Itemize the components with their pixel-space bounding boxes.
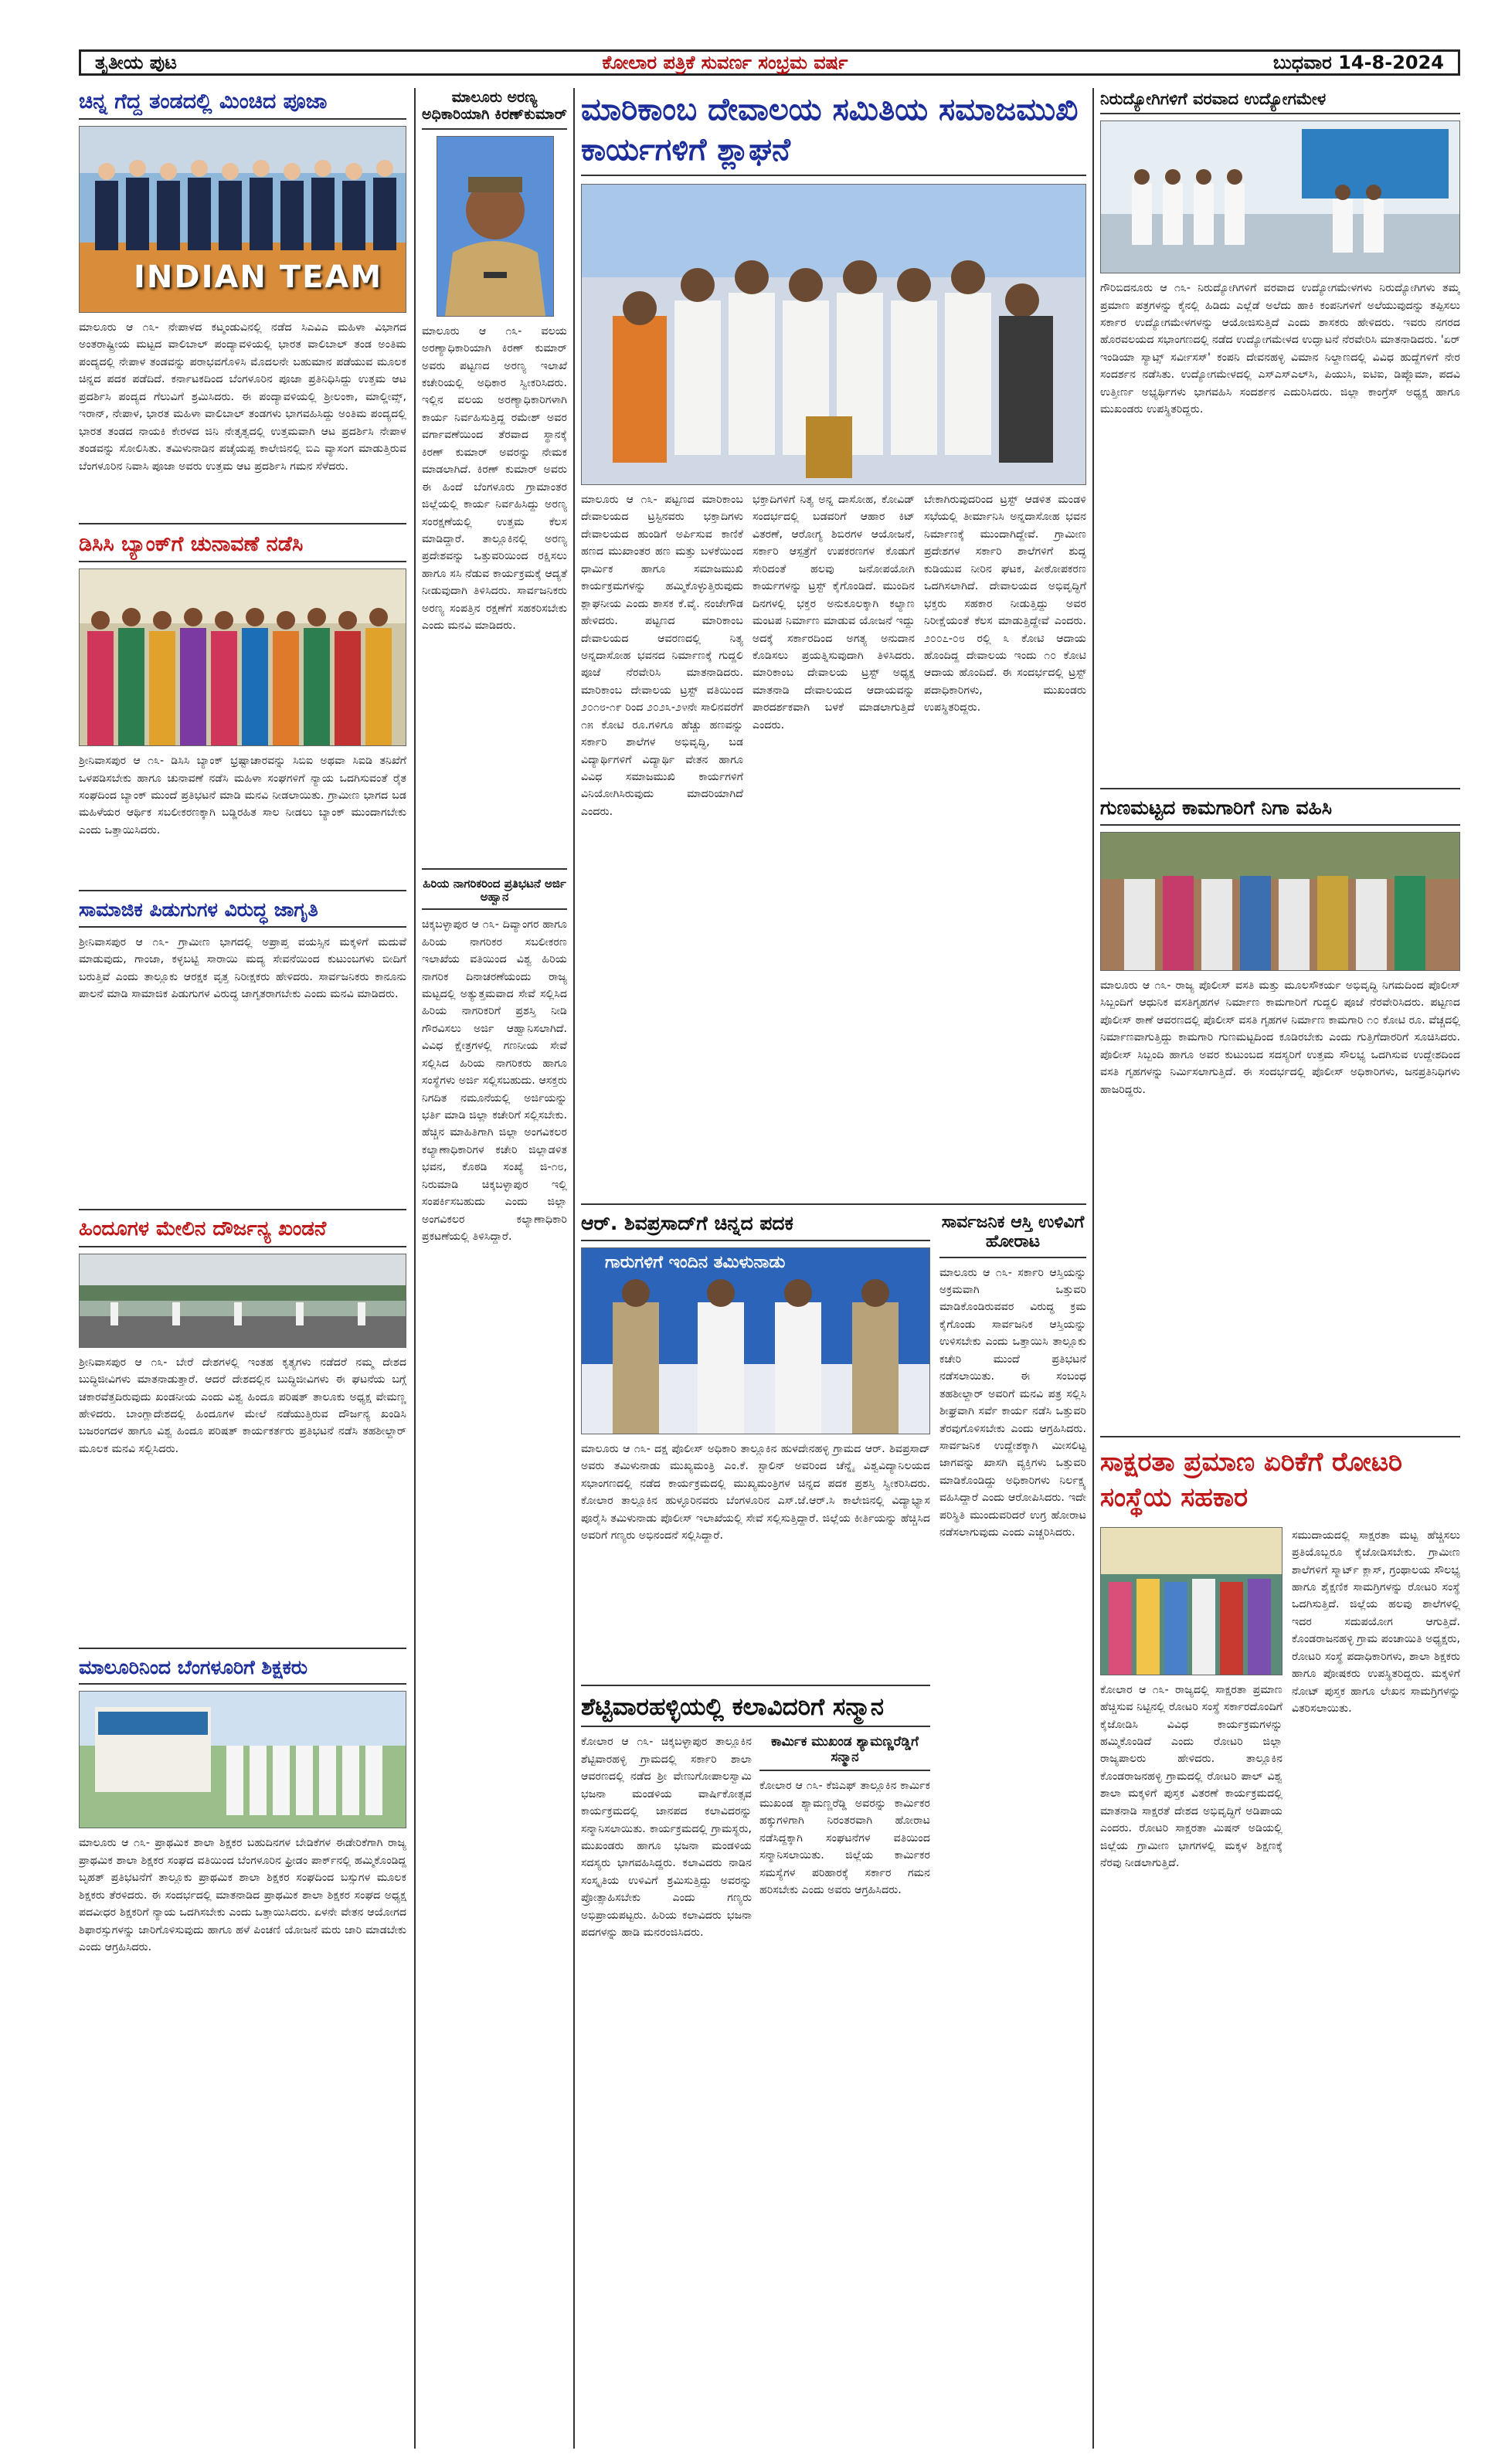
photo-job-fair [1100, 120, 1460, 273]
lead-story-columns [581, 491, 1086, 1199]
award-photo-image [582, 1248, 930, 1434]
photo-volleyball-team [79, 126, 406, 313]
headline-volleyball: ಚಿನ್ನ ಗೆದ್ದ ತಂಡದಲ್ಲಿ ಮಿಂಚಿದ ಪೂಜಾ [79, 88, 406, 120]
teachers-group-image [80, 1692, 406, 1828]
article-body-shivaprasad: ಮಾಲೂರು ಆ ೧೩- ದಕ್ಷ ಪೊಲೀಸ್ ಅಧಿಕಾರಿ ತಾಲ್ಲೂಕಿನ ಹುಳದೇನಹಳ್ಳಿ ಗ್ರಾಮದ ಆರ್. ಶಿವಪ್ರಸಾದ್ ಅವರು ತಮಿಳುನಾಡು ಮುಖ್ಯಮಂತ್ರಿ ಎಂ.ಕೆ. ಸ್ಟಾಲಿನ್ ಅವರಿಂದ ಚೆನ್ನೈ ವಿಶ್ವವಿದ್ಯಾನಿಲಯದ ಸಭಾಂಗಣದಲ್ಲಿ ನಡೆದ ಕಾರ್ಯಕ್ರಮದಲ್ಲಿ ಮುಖ್ಯಮಂತ್ರಿಗಳ ಚಿನ್ನದ ಪದಕ ಪ್ರಶಸ್ತಿ ಸ್ವೀಕರಿಸಿದರು. ಕೋಲಾರ ತಾಲ್ಲೂಕಿನ ಹುಳ್ಳೂರಿನವರು ಬೆಂಗಳೂರಿನ ಎಸ್.ಜೆ.ಆರ್.ಸಿ ಕಾಲೇಜಿನಲ್ಲಿ ವಿದ್ಯಾಭ್ಯಾಸ ಪೂರೈಸಿ ತಮಿಳುನಾಡು ಪೊಲೀಸ್ ಇಲಾಖೆಯಲ್ಲಿ ಸೇವೆ ಸಲ್ಲಿಸುತ್ತಿದ್ದಾರೆ. ಜಿಲ್ಲೆಯ ಕೀರ್ತಿಯನ್ನು ಹೆಚ್ಚಿಸಿದ ಅವರಿಗೆ ಗಣ್ಯರು ಅಭಿನಂದನೆ ಸಲ್ಲಿಸಿದ್ದಾರೆ. [581, 1442, 930, 1542]
headline-rotary-literacy: ಸಾಕ್ಷರತಾ ಪ್ರಮಾಣ ಏರಿಕೆಗೆ ರೋಟರಿ ಸಂಸ್ಥೆಯ ಸಹಕಾರ [1100, 1446, 1403, 1513]
article-body-hindu-atrocity: ಶ್ರೀನಿವಾಸಪುರ ಆ ೧೩- ಬೇರೆ ದೇಶಗಳಲ್ಲಿ ಇಂತಹ ಕೃತ್ಯಗಳು ನಡೆದರೆ ನಮ್ಮ ದೇಶದ ಬುದ್ಧಿಜೀವಿಗಳು ಮಾತನಾಡುತ್ತಾರೆ. ಆದರೆ ದೇಶದಲ್ಲಿನ ಬುದ್ಧಿಜೀವಿಗಳು ಈ ಘಟನೆಯ ಬಗ್ಗೆ ಚಕಾರವೆತ್ತದಿರುವುದು ಖಂಡನೀಯ ಎಂದು ವಿಶ್ವ ಹಿಂದೂ ಪರಿಷತ್ ತಾಲೂಕು ಅಧ್ಯಕ್ಷ ವೇಮಣ್ಣ ಹೇಳಿದರು. ಬಾಂಗ್ಲಾದೇಶದಲ್ಲಿ ಹಿಂದೂಗಳ ಮೇಲೆ ನಡೆಯುತ್ತಿರುವ ದೌರ್ಜನ್ಯ ಖಂಡಿಸಿ ಬಜರಂಗದಳ ಹಾಗೂ ವಿಶ್ವ ಹಿಂದೂ ಪರಿಷತ್ ಕಾರ್ಯಕರ್ತರು ಪ್ರತಿಭಟನೆ ನಡೆಸಿ ತಹಶೀಲ್ದಾರ್ ಮೂಲಕ ಮನವಿ ಸಲ್ಲಿಸಿದರು. [79, 1356, 406, 1455]
photo-teachers-bus [79, 1691, 406, 1828]
photo-forest-officer [437, 136, 554, 317]
column-rule [1092, 88, 1094, 2449]
article-divider [1100, 788, 1460, 789]
headline-quality-works: ಗುಣಮಟ್ಟದ ಕಾಮಗಾರಿಗೆ ನಿಗಾ ವಹಿಸಿ [1100, 796, 1460, 826]
headline-shivaprasad-medal: ಆರ್. ಶಿವಪ್ರಸಾದ್‌ಗೆ ಚಿನ್ನದ ಪದಕ [581, 1211, 930, 1241]
article-body-rotary-part1: ಕೋಲಾರ ಆ ೧೩- ರಾಜ್ಯದಲ್ಲಿ ಸಾಕ್ಷರತಾ ಪ್ರಮಾಣ ಹೆಚ್ಚಿಸುವ ನಿಟ್ಟಿನಲ್ಲಿ ರೋಟರಿ ಸಂಸ್ಥೆ ಸರ್ಕಾರದೊಂದಿಗೆ ಕೈಜೋಡಿಸಿ ವಿವಿಧ ಕಾರ್ಯಕ್ರಮಗಳನ್ನು ಹಮ್ಮಿಕೊಂಡಿದೆ ಎಂದು ರೋಟರಿ ಜಿಲ್ಲಾ ರಾಜ್ಯಪಾಲರು ಹೇಳಿದರು. ತಾಲ್ಲೂಕಿನ ಕೊಂಡರಾಜನಹಳ್ಳಿ ಗ್ರಾಮದಲ್ಲಿ ರೋಟರಿ ಪಾಲ್ ವಿಶ್ವ ಶಾಲಾ ಮಕ್ಕಳಿಗೆ ಪುಸ್ತಕ ವಿತರಣೆ ಕಾರ್ಯಕ್ರಮದಲ್ಲಿ ಮಾತನಾಡಿ ಸಾಕ್ಷರತೆ ದೇಶದ ಅಭಿವೃದ್ಧಿಗೆ ಅಡಿಪಾಯ ಎಂದರು. ರೋಟರಿ ಸಾಕ್ಷರತಾ ಮಿಷನ್ ಅಡಿಯಲ್ಲಿ ಜಿಲ್ಲೆಯ ಗ್ರಾಮೀಣ ಭಾಗಗಳಲ್ಲಿ ಮಕ್ಕಳ ಶಿಕ್ಷಣಕ್ಕೆ ನೆರವು ನೀಡಲಾಗುತ್ತಿದೆ. [1100, 1683, 1282, 1870]
headline-social-awareness: ಸಾಮಾಜಿಕ ಪಿಡುಗುಗಳ ವಿರುದ್ಧ ಜಾಗೃತಿ [79, 898, 406, 928]
article-body-dcc-bank: ಶ್ರೀನಿವಾಸಪುರ ಆ ೧೩- ಡಿಸಿಸಿ ಬ್ಯಾಂಕ್ ಭ್ರಷ್ಟಾಚಾರವನ್ನು ಸಿಬಿಐ ಅಥವಾ ಸಿಐಡಿ ತನಿಖೆಗೆ ಒಳಪಡಿಸಬೇಕು ಹಾಗೂ ಚುನಾವಣೆ ನಡೆಸಿ ಮಹಿಳಾ ಸಂಘಗಳಿಗೆ ನ್ಯಾಯ ಒದಗಿಸುವಂತೆ ರೈತ ಸಂಘದಿಂದ ಬ್ಯಾಂಕ್ ಮುಂದೆ ಪ್ರತಿಭಟನೆ ಮಾಡಿ ಮನವಿ ನೀಡಲಾಯಿತು. ಗ್ರಾಮೀಣ ಭಾಗದ ಬಡ ಮಹಿಳೆಯರ ಆರ್ಥಿಕ ಸಬಲೀಕರಣಕ್ಕಾಗಿ ಬಡ್ಡಿರಹಿತ ಸಾಲ ನೀಡಲು ಬ್ಯಾಂಕ್ ಮುಂದಾಗಬೇಕು ಎಂದು ಒತ್ತಾಯಿಸಿದರು. [79, 755, 406, 837]
article-body-marikamba-part2: ಭಕ್ತಾದಿಗಳಿಗೆ ನಿತ್ಯ ಅನ್ನ ದಾಸೋಹ, ಕೋವಿಡ್ ಸಂದರ್ಭದಲ್ಲಿ ಬಡವರಿಗೆ ಆಹಾರ ಕಿಟ್ ವಿತರಣೆ, ಆರೋಗ್ಯ ಶಿಬಿರಗಳ ಆಯೋಜನೆ, ಸರ್ಕಾರಿ ಆಸ್ಪತ್ರೆಗೆ ಉಪಕರಣಗಳ ಕೊಡುಗೆ ಸೇರಿದಂತೆ ಹಲವು ಜನೋಪಯೋಗಿ ಕಾರ್ಯಗಳನ್ನು ಟ್ರಸ್ಟ್ ಕೈಗೊಂಡಿದೆ. ಮುಂದಿನ ದಿನಗಳಲ್ಲಿ ಭಕ್ತರ ಅನುಕೂಲಕ್ಕಾಗಿ ಕಲ್ಯಾಣ ಮಂಟಪ ನಿರ್ಮಾಣ ಮಾಡುವ ಯೋಜನೆ ಇದ್ದು ಅದಕ್ಕೆ ಸರ್ಕಾರದಿಂದ ಅಗತ್ಯ ಅನುದಾನ ಕೊಡಿಸಲು ಪ್ರಯತ್ನಿಸುವುದಾಗಿ ತಿಳಿಸಿದರು. ಮಾರಿಕಾಂಬ ದೇವಾಲಯ ಟ್ರಸ್ಟ್ ಅಧ್ಯಕ್ಷ ಮಾತನಾಡಿ ದೇವಾಲಯದ ಆದಾಯವನ್ನು ಪಾರದರ್ಶಕವಾಗಿ ಬಳಕೆ ಮಾಡಲಾಗುತ್ತಿದೆ ಎಂದರು. [752, 494, 915, 731]
photo-rotary-event [1100, 1527, 1282, 1675]
lower-right-stories [939, 1211, 1086, 2232]
article-divider [422, 868, 567, 870]
headline-hindu-atrocity: ಹಿಂದೂಗಳ ಮೇಲಿನ ದೌರ್ಜನ್ಯ ಖಂಡನೆ [79, 1217, 406, 1247]
headline-job-fair: ನಿರುದ್ಯೋಗಿಗಳಿಗೆ ವರವಾದ ಉದ್ಯೋಗಮೇಳ [1100, 88, 1460, 114]
protest-photo-image [80, 569, 406, 745]
article-body-marikamba-part1: ಮಾಲೂರು ಆ ೧೩- ಪಟ್ಟಣದ ಮಾರಿಕಾಂಬ ದೇವಾಲಯದ ಟ್ರಸ್ಟಿನವರು ಭಕ್ತಾದಿಗಳು ದೇವಾಲಯದ ಹುಂಡಿಗೆ ಅರ್ಪಿಸುವ ಕಾಣಿಕೆ ಹಣದ ಮುಖಾಂತರ ಹಣ ಮತ್ತು ಬಳಕೆಯಿಂದ ಧಾರ್ಮಿಕ ಹಾಗೂ ಸಮಾಜಮುಖಿ ಕಾರ್ಯಕ್ರಮಗಳನ್ನು ಹಮ್ಮಿಕೊಳ್ಳುತ್ತಿರುವುದು ಶ್ಲಾಘನೀಯ ಎಂದು ಶಾಸಕ ಕೆ.ವೈ. ನಂಜೇಗೌಡ ಹೇಳಿದರು. ಪಟ್ಟಣದ ಮಾರಿಕಾಂಬ ದೇವಾಲಯದ ಆವರಣದಲ್ಲಿ ನಿತ್ಯ ಅನ್ನದಾಸೋಹ ಭವನದ ನಿರ್ಮಾಣಕ್ಕೆ ಗುದ್ದಲಿ ಪೂಜೆ ನೆರವೇರಿಸಿ ಮಾತನಾಡಿದರು. ಮಾರಿಕಾಂಬ ದೇವಾಲಯ ಟ್ರಸ್ಟ್ ವತಿಯಿಂದ ೨೦೧೮-೧೯ ರಿಂದ ೨೦೨೩-೨೪ನೇ ಸಾಲಿನವರೆಗೆ ೧೫ ಕೋಟಿ ರೂ.ಗಳಿಗೂ ಹೆಚ್ಚು ಹಣವನ್ನು ಸರ್ಕಾರಿ ಶಾಲೆಗಳ ಅಭಿವೃದ್ಧಿ, ಬಡ ವಿದ್ಯಾರ್ಥಿಗಳಿಗೆ ವಿದ್ಯಾರ್ಥಿ ವೇತನ ಹಾಗೂ ವಿವಿಧ ಸಮಾಜಮುಖಿ ಕಾರ್ಯಗಳಿಗೆ ವಿನಿಯೋಗಿಸಿರುವುದು ಮಾದರಿಯಾಗಿದೆ ಎಂದರು. [581, 494, 743, 818]
column-rule [414, 88, 416, 2449]
photo-overlay-text: INDIAN TEAM [134, 260, 383, 296]
article-divider [79, 890, 406, 891]
lower-left-stories [581, 1211, 930, 2232]
headline-senior-citizens: ಹಿರಿಯ ನಾಗರಿಕರಿಂದ ಪ್ರತಿಭಟನೆ ಅರ್ಜಿ ಅಹ್ವಾನ [422, 876, 567, 911]
headline-marikamba-temple: ಮಾರಿಕಾಂಬ ದೇವಾಲಯ ಸಮಿತಿಯ ಸಮಾಜಮುಖಿ ಕಾರ್ಯಗಳಿಗೆ ಶ್ಲಾಘನೆ [581, 88, 1086, 176]
article-body-teachers-protest: ಮಾಲೂರು ಆ ೧೩- ಪ್ರಾಥಮಿಕ ಶಾಲಾ ಶಿಕ್ಷಕರ ಬಹುದಿನಗಳ ಬೇಡಿಕೆಗಳ ಈಡೇರಿಕೆಗಾಗಿ ರಾಜ್ಯ ಪ್ರಾಥಮಿಕ ಶಾಲಾ ಶಿಕ್ಷಕರ ಸಂಘದ ವತಿಯಿಂದ ಬೆಂಗಳೂರಿನ ಫ್ರೀಡಂ ಪಾರ್ಕ್‌ನಲ್ಲಿ ಹಮ್ಮಿಕೊಂಡಿದ್ದ ಬೃಹತ್ ಪ್ರತಿಭಟನೆಗೆ ತಾಲ್ಲೂಕು ಪ್ರಾಥಮಿಕ ಶಾಲಾ ಶಿಕ್ಷಕರ ಸಂಘದಿಂದ ಬಸ್ಸುಗಳ ಮೂಲಕ ಶಿಕ್ಷಕರು ತೆರಳಿದರು. ಈ ಸಂದರ್ಭದಲ್ಲಿ ಮಾತನಾಡಿದ ಪ್ರಾಥಮಿಕ ಶಾಲಾ ಶಿಕ್ಷಕರ ಸಂಘದ ಅಧ್ಯಕ್ಷ ಪದವೀಧರ ಶಿಕ್ಷಕರಿಗೆ ನ್ಯಾಯ ಒದಗಿಸಬೇಕು ಎಂದು ಒತ್ತಾಯಿಸಿದರು. ಏಳನೇ ವೇತನ ಆಯೋಗದ ಶಿಫಾರಸ್ಸುಗಳನ್ನು ಜಾರಿಗೊಳಿಸುವುದು ಹಾಗೂ ಹಳೆ ಪಿಂಚಣಿ ಯೋಜನೆ ಮರು ಜಾರಿ ಮಾಡಬೇಕು ಎಂದು ಆಗ್ರಹಿಸಿದರು. [79, 1837, 406, 1954]
article-body-volleyball: ಮಾಲೂರು ಆ ೧೩- ನೇಪಾಳದ ಕಟ್ಮಂಡುವಿನಲ್ಲಿ ನಡೆದ ಸಿಎವಿಎ ಮಹಿಳಾ ವಿಭಾಗದ ಅಂತರಾಷ್ಟ್ರೀಯ ಮಟ್ಟದ ವಾಲಿಬಾಲ್ ಪಂದ್ಯಾವಳಿಯಲ್ಲಿ ಭಾರತ ವಾಲಿಬಾಲ್ ತಂಡ ಅಂತಿಮ ಪಂದ್ಯದಲ್ಲಿ ನೇಪಾಳ ತಂಡವನ್ನು ಪರಾಭವಗೊಳಿಸಿ ಮೊದಲನೇ ಬಹುಮಾನ ಪಡೆಯುವ ಮೂಲಕ ಚಿನ್ನದ ಪದಕ ಪಡೆದಿದೆ. ಕರ್ನಾಟಕದಿಂದ ಬೆಂಗಳೂರಿನ ಪೂಜಾ ಪ್ರತಿನಿಧಿಸಿದ್ದು ಉತ್ತಮ ಆಟ ಪ್ರದರ್ಶಿಸಿ ಪಂದ್ಯದ ಗೆಲುವಿಗೆ ಶ್ರಮಿಸಿದರು. ಈ ಪಂದ್ಯಾವಳಿಯಲ್ಲಿ ಶ್ರೀಲಂಕಾ, ಮಾಲ್ಡೀವ್ಸ್, ಇರಾನ್, ನೇಪಾಳ, ಭಾರತ ಮಹಿಳಾ ವಾಲಿಬಾಲ್ ತಂಡಗಳು ಭಾಗವಹಿಸಿದ್ದು ಅಂತಿಮ ಪಂದ್ಯದಲ್ಲಿ ಭಾರತ ತಂಡದ ನಾಯಕಿ ಕೇರಳದ ಜಿನಿ ನೇತೃತ್ವದಲ್ಲಿ ಉತ್ತಮವಾಗಿ ಆಟ ಪ್ರದರ್ಶಿಸಿ ನೇಪಾಳ ತಂಡವನ್ನು ಸೋಲಿಸಿತು. ತಮಿಳುನಾಡಿನ ಪಚೈಯಪ್ಪ ಕಾಲೇಜಿನಲ್ಲಿ ಬಿಎ ವ್ಯಾಸಂಗ ಮಾಡುತ್ತಿರುವ ಬೆಂಗಳೂರಿನ ನಿವಾಸಿ ಪೂಜಾ ಅವರು ಉತ್ತಮ ಆಟ ಪ್ರದರ್ಶಿಸಿ ಗಮನ ಸೆಳೆದರು. [79, 321, 406, 473]
rotary-left-column [1100, 1527, 1282, 2273]
article-body-marikamba-part3: ಬೇಕಾಗಿರುವುದರಿಂದ ಟ್ರಸ್ಟ್ ಆಡಳಿತ ಮಂಡಳಿ ಸಭೆಯಲ್ಲಿ ತೀರ್ಮಾನಿಸಿ ಅನ್ನದಾಸೋಹ ಭವನ ನಿರ್ಮಾಣಕ್ಕೆ ಮುಂದಾಗಿದ್ದೇವೆ. ಗ್ರಾಮೀಣ ಪ್ರದೇಶಗಳ ಸರ್ಕಾರಿ ಶಾಲೆಗಳಿಗೆ ಶುದ್ಧ ಕುಡಿಯುವ ನೀರಿನ ಘಟಕ, ಪೀಠೋಪಕರಣ ಒದಗಿಸಲಾಗಿದೆ. ದೇವಾಲಯದ ಅಭಿವೃದ್ಧಿಗೆ ಭಕ್ತರು ಸಹಕಾರ ನೀಡುತ್ತಿದ್ದು ಅವರ ನಿರೀಕ್ಷೆಯಂತೆ ಕೆಲಸ ಮಾಡುತ್ತಿದ್ದೇವೆ ಎಂದರು. ೨೦೦೭-೦೮ ರಲ್ಲಿ ೩ ಕೋಟಿ ಆದಾಯ ಹೊಂದಿದ್ದ ದೇವಾಲಯ ಇಂದು ೧೦ ಕೋಟಿ ಆದಾಯ ಹೊಂದಿದೆ. ಈ ಸಂದರ್ಭದಲ್ಲಿ ಟ್ರಸ್ಟ್ ಪದಾಧಿಕಾರಿಗಳು, ಮುಖಂಡರು ಉಪಸ್ಥಿತರಿದ್ದರು. [924, 494, 1086, 714]
article-body-job-fair: ಗೌರಿಬಿದನೂರು ಆ ೧೩- ನಿರುದ್ಯೋಗಿಗಳಿಗೆ ವರವಾದ ಉದ್ಯೋಗಮೇಳಗಳು ನಿರುದ್ಯೋಗಿಗಳು ತಮ್ಮ ಪ್ರಮಾಣ ಪತ್ರಗಳನ್ನು ಕೈನಲ್ಲಿ ಹಿಡಿದು ಎಲ್ಲೆಡೆ ಅಲೆದು ಹಾಕಿ ಕಂಪನಿಗಳಿಗೆ ಅಲೆಯುವುದನ್ನು ತಪ್ಪಿಸಲು ಸರ್ಕಾರ ಉದ್ಯೋಗಮೇಳಗಳನ್ನು ಆಯೋಜಿಸುತ್ತಿದೆ ಎಂದು ಶಾಸಕರು ಹೇಳಿದರು. ಇವರು ನಗರದ ಹೊರವಲಯದ ಸಭಾಂಗಣದಲ್ಲಿ ನಡೆದ ಉದ್ಯೋಗಮೇಳದ ಉದ್ಘಾಟನೆ ನೆರವೇರಿಸಿ ಮಾತನಾಡಿದರು. 'ಏರ್ ಇಂಡಿಯಾ ಸ್ಯಾಟ್ಸ್ ಸರ್ವೀಸಸ್' ಕಂಪನಿ ದೇವನಹಳ್ಳಿ ವಿಮಾನ ನಿಲ್ದಾಣದಲ್ಲಿ ವಿವಿಧ ಹುದ್ದೆಗಳಿಗೆ ನೇರ ಸಂದರ್ಶನ ನಡೆಸಿತು. ಉದ್ಯೋಗಮೇಳದಲ್ಲಿ ಎಸ್ಎಸ್ಎಲ್‌ಸಿ, ಪಿಯುಸಿ, ಐಟಿಐ, ಡಿಪ್ಲೊಮಾ, ಪದವಿ ಉತ್ತೀರ್ಣ ಅಭ್ಯರ್ಥಿಗಳು ಭಾಗವಹಿಸಿ ಸಂದರ್ಶನ ಎದುರಿಸಿದರು. ಜಿಲ್ಲಾ ಕಾಂಗ್ರೆಸ್ ಅಧ್ಯಕ್ಷ ಹಾಗೂ ಮುಖಂಡರು ಉಪಸ್ಥಿತರಿದ್ದರು. [1100, 282, 1460, 416]
column-5 [1100, 88, 1460, 2449]
street-protest-image [80, 1254, 406, 1347]
newspaper-tagline: ಕೋಲಾರ ಪತ್ರಿಕೆ ಸುವರ್ಣ ಸಂಭ್ರಮ ವರ್ಷ [602, 52, 848, 73]
article-divider [1100, 1436, 1460, 1437]
column-3 [581, 88, 1086, 2449]
headline-artists-felicitation: ಶೆಟ್ಟಿವಾರಹಳ್ಳಿಯಲ್ಲಿ ಕಲಾವಿದರಿಗೆ ಸನ್ಮಾನ [581, 1692, 930, 1728]
page-label: ತೃತೀಯ ಪುಟ [95, 52, 177, 73]
article-body-senior-citizens: ಚಿಕ್ಕಬಳ್ಳಾಪುರ ಆ ೧೩- ದಿವ್ಯಾಂಗರ ಹಾಗೂ ಹಿರಿಯ ನಾಗರಿಕರ ಸಬಲೀಕರಣ ಇಲಾಖೆಯ ವತಿಯಿಂದ ವಿಶ್ವ ಹಿರಿಯ ನಾಗರಿಕ ದಿನಾಚರಣೆಯಂದು ರಾಜ್ಯ ಮಟ್ಟದಲ್ಲಿ ಅತ್ಯುತ್ತಮವಾದ ಸೇವೆ ಸಲ್ಲಿಸಿದ ಹಿರಿಯ ನಾಗರಿಕರಿಗೆ ಪ್ರಶಸ್ತಿ ನೀಡಿ ಗೌರವಿಸಲು ಅರ್ಜಿ ಆಹ್ವಾನಿಸಲಾಗಿದೆ. ವಿವಿಧ ಕ್ಷೇತ್ರಗಳಲ್ಲಿ ಗಣನೀಯ ಸೇವೆ ಸಲ್ಲಿಸಿದ ಹಿರಿಯ ನಾಗರಿಕರು ಹಾಗೂ ಸಂಸ್ಥೆಗಳು ಅರ್ಜಿ ಸಲ್ಲಿಸಬಹುದು. ಆಸಕ್ತರು ನಿಗದಿತ ನಮೂನೆಯಲ್ಲಿ ಅರ್ಜಿಯನ್ನು ಭರ್ತಿ ಮಾಡಿ ಜಿಲ್ಲಾ ಕಚೇರಿಗೆ ಸಲ್ಲಿಸಬೇಕು. ಹೆಚ್ಚಿನ ಮಾಹಿತಿಗಾಗಿ ಜಿಲ್ಲಾ ಅಂಗವಿಕಲರ ಕಲ್ಯಾಣಾಧಿಕಾರಿಗಳ ಕಚೇರಿ ಜಿಲ್ಲಾಡಳಿತ ಭವನ, ಕೊಠಡಿ ಸಂಖ್ಯೆ ಜಿ-೧೮, ನಿರುಮಾಡಿ ಚಿಕ್ಕಬಳ್ಳಾಪುರ ಇಲ್ಲಿ ಸಂಪರ್ಕಿಸಬಹುದು ಎಂದು ಜಿಲ್ಲಾ ಅಂಗವಿಕಲರ ಕಲ್ಯಾಣಾಧಿಕಾರಿ ಪ್ರಕಟಣೆಯಲ್ಲಿ ತಿಳಿಸಿದ್ದಾರೆ. [422, 918, 567, 1244]
article-body-forest-officer: ಮಾಲೂರು ಆ ೧೩- ವಲಯ ಅರಣ್ಯಾಧಿಕಾರಿಯಾಗಿ ಕಿರಣ್ ಕುಮಾರ್ ಅವರು ಪಟ್ಟಣದ ಅರಣ್ಯ ಇಲಾಖೆ ಕಚೇರಿಯಲ್ಲಿ ಅಧಿಕಾರ ಸ್ವೀಕರಿಸಿದರು. ಇಲ್ಲಿನ ವಲಯ ಅರಣ್ಯಾಧಿಕಾರಿಗಳಾಗಿ ಕಾರ್ಯ ನಿರ್ವಹಿಸುತ್ತಿದ್ದ ರಮೇಶ್ ಅವರ ವರ್ಗಾವಣೆಯಿಂದ ತೆರವಾದ ಸ್ಥಾನಕ್ಕೆ ಕಿರಣ್ ಕುಮಾರ್ ಅವರನ್ನು ನೇಮಕ ಮಾಡಲಾಗಿದೆ. ಕಿರಣ್ ಕುಮಾರ್ ಅವರು ಈ ಹಿಂದೆ ಬೆಂಗಳೂರು ಗ್ರಾಮಾಂತರ ಜಿಲ್ಲೆಯಲ್ಲಿ ಕಾರ್ಯ ನಿರ್ವಹಿಸಿದ್ದು ಅರಣ್ಯ ಸಂರಕ್ಷಣೆಯಲ್ಲಿ ಉತ್ತಮ ಕೆಲಸ ಮಾಡಿದ್ದಾರೆ. ತಾಲ್ಲೂಕಿನಲ್ಲಿ ಅರಣ್ಯ ಪ್ರದೇಶವನ್ನು ಒತ್ತುವರಿಯಿಂದ ರಕ್ಷಿಸಲು ಹಾಗೂ ಸಸಿ ನೆಡುವ ಕಾರ್ಯಕ್ರಮಕ್ಕೆ ಆದ್ಯತೆ ನೀಡುವುದಾಗಿ ತಿಳಿಸಿದರು. ಸಾರ್ವಜನಿಕರು ಅರಣ್ಯ ಸಂಪತ್ತಿನ ರಕ್ಷಣೆಗೆ ಸಹಕರಿಸಬೇಕು ಎಂದು ಮನವಿ ಮಾಡಿದರು. [422, 324, 567, 633]
ceremony-photo-image [582, 185, 1086, 484]
article-divider [79, 523, 406, 524]
article-body-rotary-part2: ಸಮುದಾಯದಲ್ಲಿ ಸಾಕ್ಷರತಾ ಮಟ್ಟ ಹೆಚ್ಚಿಸಲು ಪ್ರತಿಯೊಬ್ಬರೂ ಕೈಜೋಡಿಸಬೇಕು. ಗ್ರಾಮೀಣ ಶಾಲೆಗಳಿಗೆ ಸ್ಮಾರ್ಟ್ ಕ್ಲಾಸ್, ಗ್ರಂಥಾಲಯ ಸೌಲಭ್ಯ ಹಾಗೂ ಶೈಕ್ಷಣಿಕ ಸಾಮಗ್ರಿಗಳನ್ನು ರೋಟರಿ ಸಂಸ್ಥೆ ಒದಗಿಸುತ್ತಿದೆ. ಜಿಲ್ಲೆಯ ಹಲವು ಶಾಲೆಗಳಲ್ಲಿ ಇದರ ಸದುಪಯೋಗ ಆಗುತ್ತಿದೆ. ಕೊಂಡರಾಜನಹಳ್ಳಿ ಗ್ರಾಮ ಪಂಚಾಯಿತಿ ಅಧ್ಯಕ್ಷರು, ರೋಟರಿ ಸಂಸ್ಥೆ ಪದಾಧಿಕಾರಿಗಳು, ಶಾಲಾ ಶಿಕ್ಷಕರು ಹಾಗೂ ಪೋಷಕರು ಉಪಸ್ಥಿತರಿದ್ದರು. ಮಕ್ಕಳಿಗೆ ನೋಟ್ ಪುಸ್ತಕ ಹಾಗೂ ಲೇಖನ ಸಾಮಗ್ರಿಗಳನ್ನು ವಿತರಿಸಲಾಯಿತು. [1292, 1529, 1460, 1716]
article-body-quality-works: ಮಾಲೂರು ಆ ೧೩- ರಾಜ್ಯ ಪೊಲೀಸ್ ವಸತಿ ಮತ್ತು ಮೂಲಸೌಕರ್ಯ ಅಭಿವೃದ್ಧಿ ನಿಗಮದಿಂದ ಪೊಲೀಸ್ ಸಿಬ್ಬಂದಿಗೆ ಆಧುನಿಕ ವಸತಿಗೃಹಗಳ ನಿರ್ಮಾಣ ಕಾಮಗಾರಿಗೆ ಗುದ್ದಲಿ ಪೂಜೆ ನೆರವೇರಿಸಿದರು. ಪಟ್ಟಣದ ಪೊಲೀಸ್ ಠಾಣೆ ಆವರಣದಲ್ಲಿ ಪೊಲೀಸ್ ವಸತಿ ಗೃಹಗಳ ನಿರ್ಮಾಣ ಕಾಮಗಾರಿ ೧೦ ಕೋಟಿ ರೂ. ವೆಚ್ಚದಲ್ಲಿ ನಿರ್ಮಾಣವಾಗುತ್ತಿದ್ದು ಕಾಮಗಾರಿ ಗುಣಮಟ್ಟದಿಂದ ಕೂಡಿರಬೇಕು ಎಂದು ಗುತ್ತಿಗೆದಾರರಿಗೆ ಸೂಚಿಸಿದರು. ಪೊಲೀಸ್ ಸಿಬ್ಬಂದಿ ಹಾಗೂ ಅವರ ಕುಟುಂಬದ ಸದಸ್ಯರಿಗೆ ಉತ್ತಮ ಸೌಲಭ್ಯ ಒದಗಿಸುವ ಉದ್ದೇಶದಿಂದ ವಸತಿ ಗೃಹಗಳನ್ನು ನಿರ್ಮಿಸಲಾಗುತ್ತಿದೆ. ಈ ಸಂದರ್ಭದಲ್ಲಿ ಪೊಲೀಸ್ ಅಧಿಕಾರಿಗಳು, ಜನಪ್ರತಿನಿಧಿಗಳು ಹಾಜರಿದ್ದರು. [1100, 979, 1460, 1096]
article-divider [581, 1203, 1086, 1205]
headline-dcc-bank: ಡಿಸಿಸಿ ಬ್ಯಾಂಕ್‌ಗೆ ಚುನಾವಣೆ ನಡೆಸಿ [79, 531, 406, 562]
lower-stories [581, 1211, 1086, 2232]
artists-article-columns [581, 1733, 930, 2232]
article-divider [581, 1685, 930, 1686]
masthead [79, 49, 1460, 76]
article-body-social-awareness: ಶ್ರೀನಿವಾಸಪುರ ಆ ೧೩- ಗ್ರಾಮೀಣ ಭಾಗದಲ್ಲಿ ಅಪ್ರಾಪ್ತ ವಯಸ್ಸಿನ ಮಕ್ಕಳಿಗೆ ಮದುವೆ ಮಾಡುವುದು, ಗಾಂಜಾ, ಕಳ್ಳಬಟ್ಟಿ ಸಾರಾಯಿ ಮದ್ಯ ಸೇವನೆಯಿಂದ ಕುಟುಂಬಗಳು ಬೀದಿಗೆ ಬರುತ್ತಿವೆ ಎಂದು ತಾಲ್ಲೂಕು ಆರಕ್ಷಕ ವೃತ್ತ ನಿರೀಕ್ಷಕರು ಹೇಳಿದರು. ಸಾರ್ವಜನಿಕರು ಕಾನೂನು ಪಾಲನೆ ಮಾಡಿ ಸಾಮಾಜಿಕ ಪಿಡುಗುಗಳ ವಿರುದ್ಧ ಜಾಗೃತರಾಗಬೇಕು ಎಂದು ಮನವಿ ಮಾಡಿದರು. [79, 935, 406, 1001]
article-divider [79, 1209, 406, 1210]
column-rule [573, 88, 575, 2449]
police-quarters-image [1101, 833, 1460, 970]
headline-forest-officer: ಮಾಲೂರು ಅರಣ್ಯ ಅಧಿಕಾರಿಯಾಗಿ ಕಿರಣ್‌ಕುಮಾರ್ [422, 88, 567, 130]
award-banner-text: ಗಾರುಗಳಿಗೆ ಇಂದಿನ ತಮಿಳುನಾಡು [605, 1252, 786, 1272]
photo-police-quarters [1100, 832, 1460, 971]
rotary-article-area [1100, 1527, 1460, 2273]
issue-date: ಬುಧವಾರ 14-8-2024 [1272, 52, 1444, 73]
photo-dcc-bank-protest [79, 568, 406, 746]
headline-teachers-protest: ಮಾಲೂರಿನಿಂದ ಬೆಂಗಳೂರಿಗೆ ಶಿಕ್ಷಕರು [79, 1655, 406, 1685]
job-fair-image [1101, 121, 1460, 273]
article-body-public-property: ಮಾಲೂರು ಆ ೧೩- ಸರ್ಕಾರಿ ಆಸ್ತಿಯನ್ನು ಅಕ್ರಮವಾಗಿ ಒತ್ತುವರಿ ಮಾಡಿಕೊಂಡಿರುವವರ ವಿರುದ್ಧ ಕ್ರಮ ಕೈಗೊಂಡು ಸಾರ್ವಜನಿಕ ಆಸ್ತಿಯನ್ನು ಉಳಿಸಬೇಕು ಎಂದು ಒತ್ತಾಯಿಸಿ ತಾಲ್ಲೂಕು ಕಚೇರಿ ಮುಂದೆ ಪ್ರತಿಭಟನೆ ನಡೆಸಲಾಯಿತು. ಈ ಸಂಬಂಧ ತಹಶೀಲ್ದಾರ್ ಅವರಿಗೆ ಮನವಿ ಪತ್ರ ಸಲ್ಲಿಸಿ ಶೀಘ್ರವಾಗಿ ಸರ್ವೆ ಕಾರ್ಯ ನಡೆಸಿ ಒತ್ತುವರಿ ತೆರವುಗೊಳಿಸಬೇಕು ಎಂದು ಆಗ್ರಹಿಸಿದರು. ಸಾರ್ವಜನಿಕ ಉದ್ದೇಶಕ್ಕಾಗಿ ಮೀಸಲಿಟ್ಟ ಜಾಗವನ್ನು ಖಾಸಗಿ ವ್ಯಕ್ತಿಗಳು ಒತ್ತುವರಿ ಮಾಡಿಕೊಂಡಿದ್ದು ಅಧಿಕಾರಿಗಳು ನಿರ್ಲಕ್ಷ್ಯ ವಹಿಸಿದ್ದಾರೆ ಎಂದು ಆರೋಪಿಸಿದರು. ಇದೇ ಪರಿಸ್ಥಿತಿ ಮುಂದುವರಿದರೆ ಉಗ್ರ ಹೋರಾಟ ನಡೆಸಲಾಗುವುದು ಎಂದು ಎಚ್ಚರಿಸಿದರು. [939, 1266, 1086, 1539]
column-1 [79, 88, 406, 2449]
officer-portrait-image [437, 137, 553, 316]
photo-hindu-protest [79, 1254, 406, 1348]
column-2 [422, 88, 567, 2449]
article-body-artists: ಕೋಲಾರ ಆ ೧೩- ಚಿಕ್ಕಬಳ್ಳಾಪುರ ತಾಲ್ಲೂಕಿನ ಶೆಟ್ಟಿವಾರಹಳ್ಳಿ ಗ್ರಾಮದಲ್ಲಿ ಸರ್ಕಾರಿ ಶಾಲಾ ಆವರಣದಲ್ಲಿ ನಡೆದ ಶ್ರೀ ವೇಣುಗೋಪಾಲಸ್ವಾಮಿ ಭಜನಾ ಮಂಡಳಿಯ ವಾರ್ಷಿಕೋತ್ಸವ ಕಾರ್ಯಕ್ರಮದಲ್ಲಿ ಜಾನಪದ ಕಲಾವಿದರನ್ನು ಸನ್ಮಾನಿಸಲಾಯಿತು. ಕಾರ್ಯಕ್ರಮದಲ್ಲಿ ಗ್ರಾಮಸ್ಥರು, ಮುಖಂಡರು ಹಾಗೂ ಭಜನಾ ಮಂಡಳಿಯ ಸದಸ್ಯರು ಭಾಗವಹಿಸಿದ್ದರು. ಕಲಾವಿದರು ನಾಡಿನ ಸಂಸ್ಕೃತಿಯ ಉಳಿವಿಗೆ ಶ್ರಮಿಸುತ್ತಿದ್ದು ಅವರನ್ನು ಪ್ರೋತ್ಸಾಹಿಸಬೇಕು ಎಂದು ಗಣ್ಯರು ಅಭಿಪ್ರಾಯಪಟ್ಟರು. ಹಿರಿಯ ಕಲಾವಿದರು ಭಜನಾ ಪದಗಳನ್ನು ಹಾಡಿ ಮನರಂಜಿಸಿದರು. [581, 1736, 752, 1940]
photo-shivaprasad-award [581, 1247, 930, 1434]
labour-leader-box [759, 1733, 930, 2232]
article-body-labour-leader: ಕೋಲಾರ ಆ ೧೩- ಕೆಜಿಎಫ್ ತಾಲ್ಲೂಕಿನ ಕಾರ್ಮಿಕ ಮುಖಂಡ ಶ್ಯಾಮಣ್ಣರೆಡ್ಡಿ ಅವರನ್ನು ಕಾರ್ಮಿಕರ ಹಕ್ಕುಗಳಿಗಾಗಿ ನಿರಂತರವಾಗಿ ಹೋರಾಟ ನಡೆಸಿದ್ದಕ್ಕಾಗಿ ಸಂಘಟನೆಗಳ ವತಿಯಿಂದ ಸನ್ಮಾನಿಸಲಾಯಿತು. ಜಿಲ್ಲೆಯ ಕಾರ್ಮಿಕರ ಸಮಸ್ಯೆಗಳ ಪರಿಹಾರಕ್ಕೆ ಸರ್ಕಾರ ಗಮನ ಹರಿಸಬೇಕು ಎಂದು ಅವರು ಆಗ್ರಹಿಸಿದರು. [759, 1780, 930, 1897]
headline-public-property: ಸಾರ್ವಜನಿಕ ಆಸ್ತಿ ಉಳಿವಿಗೆ ಹೋರಾಟ [939, 1211, 1086, 1258]
article-divider [79, 1648, 406, 1649]
photo-marikamba-ceremony [581, 184, 1086, 485]
headline-labour-leader: ಕಾರ್ಮಿಕ ಮುಖಂಡ ಶ್ಯಾಮಣ್ಣರೆಡ್ಡಿಗೆ ಸನ್ಮಾನ [759, 1733, 930, 1771]
rotary-event-image [1101, 1528, 1282, 1675]
